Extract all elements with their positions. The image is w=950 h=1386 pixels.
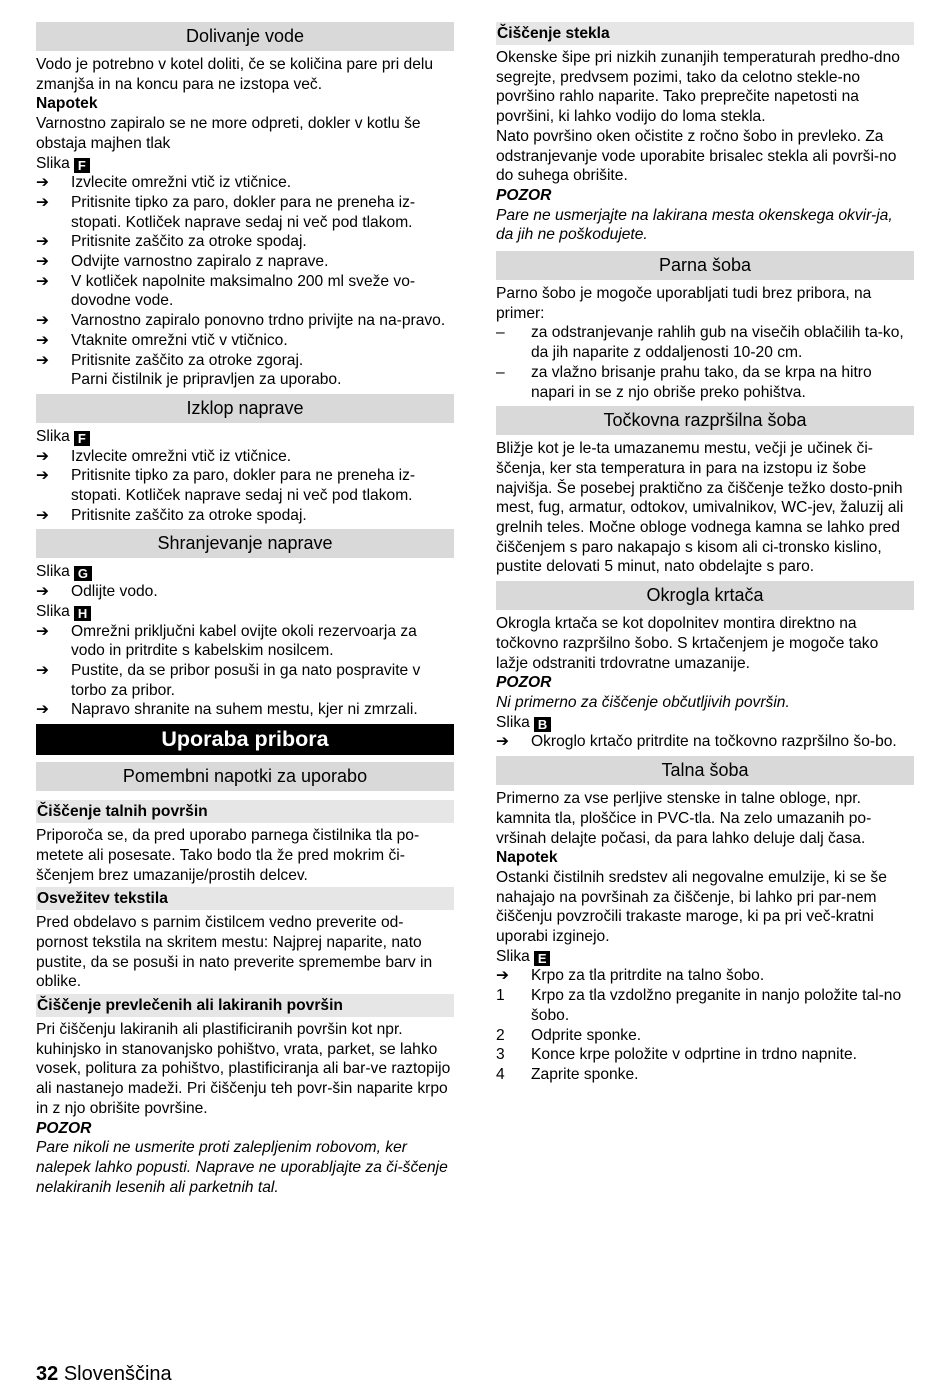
tekstil-text: Pred obdelavo s parnim čistilcem vedno preverite od-pornost tekstila na skritem mestu: Najprej naparite, nato pustite, da se posuši in nato preverite spremembe barv in oblike.: [36, 914, 433, 991]
step-item: [36, 466, 454, 505]
heading-ciscenje-stekla: Čiščenje stekla: [496, 22, 914, 45]
step-text: Pritisnite zaščito za otroke zgoraj.: [71, 351, 304, 369]
heading-ciscenje-talnih-povrsin: Čiščenje talnih površin: [36, 800, 454, 823]
step-text: Pustite, da se pribor posuši in ga nato pospravite v torbo za pribor.: [71, 661, 421, 699]
heading-pomembni-napotki: Pomembni napotki za uporabo: [36, 762, 454, 791]
heading-parna-soba: Parna šoba: [496, 251, 914, 280]
figure-badge: B: [534, 717, 551, 732]
step-number: 1: [496, 987, 505, 1005]
step-text: Izvlecite omrežni vtič iz vtičnice.: [71, 447, 292, 465]
figure-label: Slika: [36, 563, 70, 581]
arrow-icon: ➔: [36, 272, 50, 290]
arrow-icon: ➔: [36, 174, 50, 192]
step-item: [36, 252, 454, 272]
arrow-icon: ➔: [496, 733, 510, 751]
figure-ref: [36, 427, 454, 447]
warning-label: POZOR: [496, 674, 552, 692]
step-text: Varnostno zapiralo ponovno trdno privijte na na-pravo.: [71, 312, 446, 330]
step-text: Krpo za tla pritrdite na talno šobo.: [531, 967, 765, 985]
left-column: [36, 22, 454, 1197]
heading-talna-soba: Talna šoba: [496, 756, 914, 785]
heading-uporaba-pribora: Uporaba pribora: [36, 724, 454, 755]
parna-intro: Parno šobo je mogoče uporabljati tudi brez pribora, na primer:: [496, 285, 872, 322]
step-text: Pritisnite zaščito za otroke spodaj.: [71, 233, 307, 251]
warning-text: Pare ne usmerjajte na lakirana mesta okenskega okvir-ja, da jih ne poškodujete.: [496, 206, 893, 244]
arrow-icon: ➔: [36, 661, 50, 679]
step-number: 2: [496, 1026, 505, 1044]
step-item: [36, 193, 454, 232]
step-number: 3: [496, 1046, 505, 1064]
numbered-text: Konce krpe položite v odprtine in trdno napnite.: [531, 1046, 857, 1064]
stekla-text-1: Okenske šipe pri nizkih zunanjih temperaturah predho-dno segrejte, predvsem pozimi, tako da celotno steklе-no površino rahlo naparite. Tako preprečite napetosti na površini, ki lahko vodijo do loma stekla.: [496, 49, 900, 126]
right-column: [496, 22, 914, 1085]
arrow-icon: ➔: [36, 622, 50, 640]
step-item: [36, 173, 454, 193]
arrow-icon: ➔: [36, 583, 50, 601]
note-text: Ostanki čistilnih sredstev ali negovalne emulzije, ki se še nahajajo na površinah za čiščenje, bi lahko pri par-nem čiščenju povzročili trakaste maroge, ki pa pri več-kratni uporabi izginejo.: [496, 868, 887, 946]
arrow-icon: ➔: [36, 331, 50, 349]
heading-dolivanje-vode: Dolivanje vode: [36, 22, 454, 51]
step-item: [36, 351, 454, 371]
step-item: [36, 661, 454, 700]
step-item: [496, 732, 914, 752]
heading-lakirane-povrsine: Čiščenje prevlečenih ali lakiranih površin: [36, 994, 454, 1017]
numbered-item: [496, 986, 914, 1025]
talna-soba-text: Primerno za vse perljive stenske in talne obloge, npr. kamnita tla, ploščice in PVC-tla. Na zelo umazanih po-vršinah delajte počasi, da para lahko deluje dalj časa.: [496, 790, 872, 847]
step-text: Odlijte vodo.: [71, 583, 158, 601]
step-result: Parni čistilnik je pripravljen za uporabo.: [71, 371, 342, 389]
numbered-text: Krpo za tla vzdolžno preganite in nanjo položite tal-no šobo.: [531, 987, 902, 1024]
step-number: 4: [496, 1065, 505, 1083]
step-item: [36, 311, 454, 331]
dash-text: za vlažno brisanje prahu tako, da se krpa na hitro napari in se z njo obriše preko pohištva.: [531, 363, 872, 401]
footer-language: Slovenščina: [63, 1363, 172, 1385]
arrow-icon: ➔: [36, 351, 50, 369]
step-text: Napravo shranite na suhem mestu, kjer ni zmrzali.: [71, 701, 418, 719]
numbered-item: [496, 1045, 914, 1065]
figure-badge: F: [74, 431, 90, 446]
figure-ref: [496, 947, 914, 967]
step-text: Pritisnite zaščito za otroke spodaj.: [71, 506, 307, 524]
arrow-icon: ➔: [496, 967, 510, 985]
arrow-icon: ➔: [36, 506, 50, 524]
figure-ref: [36, 562, 454, 582]
figure-badge: G: [74, 566, 92, 581]
step-item: [36, 447, 454, 467]
dash-item: [496, 323, 914, 362]
dash-icon: –: [496, 363, 505, 381]
arrow-icon: ➔: [36, 467, 50, 485]
dash-icon: –: [496, 324, 505, 342]
figure-label: Slika: [36, 427, 70, 445]
step-item: [36, 622, 454, 661]
figure-label: Slika: [36, 602, 70, 620]
note-label: Napotek: [496, 849, 558, 867]
heading-izklop-naprave: Izklop naprave: [36, 394, 454, 423]
page-footer: [36, 1362, 172, 1386]
figure-ref: [496, 713, 914, 733]
step-text: Pritisnite tipko za paro, dokler para ne preneha iz-stopati. Kotliček naprave sedaj ni več pod tlakom.: [71, 467, 416, 505]
numbered-text: Zaprite sponke.: [531, 1065, 639, 1083]
warning-label: POZOR: [36, 1119, 92, 1137]
figure-label: Slika: [496, 947, 530, 965]
step-text: Izvlecite omrežni vtič iz vtičnice.: [71, 174, 292, 192]
arrow-icon: ➔: [36, 447, 50, 465]
step-item: [36, 582, 454, 602]
lakirane-text: Pri čiščenju lakiranih ali plastificiranih površin kot npr. kuhinjsko in stanovanjsko pohištvo, vrata, parket, se lahko vosek, politura za pohištvo, plastificiranja ali bar-ve raztopijo ali nastanejo madeži. Pri čiščenju teh povr-šin naparite krpo in z njo obrišite površine.: [36, 1021, 451, 1117]
arrow-icon: ➔: [36, 312, 50, 330]
step-item: [36, 700, 454, 720]
step-text: V kotliček napolnite maksimalno 200 ml sveže vo-dovodne vode.: [71, 272, 416, 310]
tockovna-text: Bližje kot je le-ta umazanemu mestu, večji je učinek či-ščenja, ker sta temperatura in para na izstopu iz šobe najvišja. Še posebej praktično za čiščenje težko dosto-pnih mest, fug, armatur, odtokov, umivalnikov, WC-jev, žaluzij ali grelnih teles. Močne obloge vodnega kamna se lahko pred čiščenjem s paro nakapajo s kisom ali ci-tronsko kislino, pustite delovati 5 minut, nato obdelajte s paro.: [496, 440, 904, 576]
dash-item: [496, 363, 914, 402]
step-item: [36, 331, 454, 351]
krtaca-text: Okrogla krtača se kot dopolnitev montira direktno na točkovno razpršilno šobo. S krtačenjem je mogoče tako lažje odstraniti trdovratne umazanije.: [496, 615, 879, 672]
talna-text: Priporoča se, da pred uporabo parnega čistilnika tla po-metete ali posesate. Tako bodo tla že pred mokrim či-ščenjem brez umazanije/prostih delcev.: [36, 827, 420, 884]
numbered-text: Odprite sponke.: [531, 1026, 642, 1044]
step-item: [36, 272, 454, 311]
step-text: Okroglo krtačo pritrdite na točkovno razpršilno šo-bo.: [531, 733, 897, 751]
figure-badge: E: [534, 951, 551, 966]
page-number: 32: [36, 1363, 59, 1385]
figure-label: Slika: [36, 154, 70, 172]
figure-badge: F: [74, 158, 90, 173]
warning-text: Ni primerno za čiščenje občutljivih površin.: [496, 693, 790, 711]
note-text: Varnostno zapiralo se ne more odpreti, dokler v kotlu še obstaja majhen tlak: [36, 115, 421, 152]
dash-text: za odstranjevanje rahlih gub na visečih oblačilih ta-ko, da jih naparite z oddaljenosti 10-20 cm.: [531, 324, 904, 362]
arrow-icon: ➔: [36, 701, 50, 719]
step-item: [496, 966, 914, 986]
dolivanje-intro: Vodo je potrebno v kotel doliti, če se količina pare pri delu zmanjša in na koncu para ne izstopa več.: [36, 56, 434, 93]
arrow-icon: ➔: [36, 253, 50, 271]
step-item: [36, 506, 454, 526]
figure-ref: [36, 154, 454, 174]
figure-ref: [36, 602, 454, 622]
step-text: Pritisnite tipko za paro, dokler para ne preneha iz-stopati. Kotliček naprave sedaj ni več pod tlakom.: [71, 193, 416, 231]
numbered-item: [496, 1026, 914, 1046]
warning-label: POZOR: [496, 186, 552, 204]
figure-label: Slika: [496, 713, 530, 731]
heading-tockovna-razprsilna-soba: Točkovna razpršilna šoba: [496, 406, 914, 435]
step-text: Vtaknite omrežni vtič v vtičnico.: [71, 331, 288, 349]
note-label: Napotek: [36, 95, 98, 113]
arrow-icon: ➔: [36, 193, 50, 211]
stekla-text-2: Nato površino oken očistite z ročno šobo in prevleko. Za odstranjevanje vode uporabite brisalec stekla ali površi-no do suhega obrišite.: [496, 127, 897, 185]
arrow-icon: ➔: [36, 233, 50, 251]
step-text: Omrežni priključni kabel ovijte okoli rezervoarja za vodo in pritrdite s kabelskim nosilcem.: [71, 622, 417, 660]
step-item: [36, 232, 454, 252]
warning-text: Pare nikoli ne usmerite proti zalepljenim robovom, ker nalepek lahko popusti. Naprave ne uporabljajte za či-ščenje nelakiranih lesenih ali parketnih tal.: [36, 1139, 448, 1196]
heading-osvezitev-tekstila: Osvežitev tekstila: [36, 887, 454, 910]
heading-okrogla-krtaca: Okrogla krtača: [496, 581, 914, 610]
numbered-item: [496, 1065, 914, 1085]
step-text: Odvijte varnostno zapiralo z naprave.: [71, 253, 329, 271]
figure-badge: H: [74, 606, 91, 621]
heading-shranjevanje-naprave: Shranjevanje naprave: [36, 529, 454, 558]
